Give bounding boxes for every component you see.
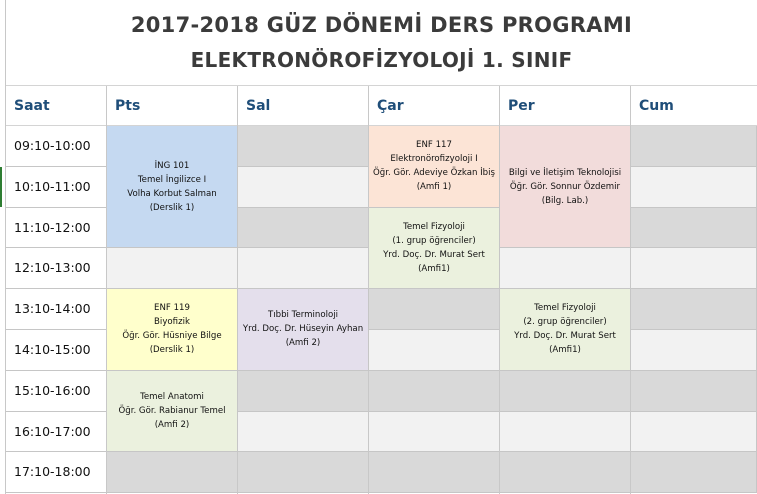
time-cell[interactable]: 16:10-17:00 <box>6 412 107 453</box>
class-block-title: ENF 117 <box>416 140 452 151</box>
time-cell[interactable]: 10:10-11:00 <box>6 167 107 208</box>
class-block-line: (Amfi 2) <box>285 338 321 349</box>
schedule-cell[interactable] <box>238 412 369 453</box>
schedule-cell[interactable] <box>631 330 757 371</box>
schedule-cell[interactable] <box>500 452 631 493</box>
class-block-title: Tıbbi Terminoloji <box>267 310 338 321</box>
class-block-line: Elektronörofizyoloji I <box>390 154 478 165</box>
schedule-cell[interactable] <box>631 208 757 249</box>
schedule-cell[interactable] <box>631 126 757 167</box>
header-day-4: Per <box>500 86 631 126</box>
schedule-cell[interactable] <box>107 452 238 493</box>
time-cell[interactable]: 11:10-12:00 <box>6 208 107 249</box>
schedule-cell[interactable] <box>500 248 631 289</box>
class-block-line: Volha Korbut Salman <box>127 188 217 199</box>
class-block[interactable] <box>107 126 238 248</box>
schedule-cell[interactable] <box>369 452 500 493</box>
class-block-title: Bilgi ve İletişim Teknolojisi <box>508 167 622 178</box>
header-day-1: Pts <box>107 86 238 126</box>
class-block[interactable] <box>107 371 238 453</box>
schedule-cell[interactable] <box>631 412 757 453</box>
class-block-title: Temel Anatomi <box>140 392 204 403</box>
schedule-cell[interactable] <box>369 289 500 330</box>
schedule-cell[interactable] <box>238 126 369 167</box>
class-block-line: (Bilg. Lab.) <box>541 195 589 206</box>
schedule-cell[interactable] <box>631 248 757 289</box>
class-block-line: (Amfi1) <box>418 263 450 274</box>
class-block[interactable] <box>369 208 500 290</box>
schedule-cell[interactable] <box>500 371 631 412</box>
class-block-line: Yrd. Doç. Dr. Hüseyin Ayhan <box>242 324 364 335</box>
time-cell[interactable]: 13:10-14:00 <box>6 289 107 330</box>
class-block-line: (Derslik 1) <box>149 202 195 213</box>
schedule-cell[interactable] <box>238 248 369 289</box>
class-block-line: Yrd. Doç. Dr. Murat Sert <box>383 249 485 260</box>
time-cell[interactable]: 17:10-18:00 <box>6 452 107 493</box>
class-block-title: İNG 101 <box>154 160 190 171</box>
class-block[interactable] <box>500 289 631 371</box>
class-block-line: Öğr. Gör. Rabianur Temel <box>118 406 226 417</box>
header-day-5: Cum <box>631 86 757 126</box>
schedule-cell[interactable] <box>369 412 500 453</box>
schedule-cell[interactable] <box>631 371 757 412</box>
header-day-3: Çar <box>369 86 500 126</box>
class-block-line: (Amfi 2) <box>154 420 190 431</box>
class-block-line: Biyofizik <box>154 317 190 328</box>
schedule-cell[interactable] <box>369 330 500 371</box>
class-block-title: ENF 119 <box>154 303 190 314</box>
time-cell[interactable]: 09:10-10:00 <box>6 126 107 167</box>
class-block-line: (Amfi1) <box>549 345 581 356</box>
class-block[interactable] <box>500 126 631 248</box>
class-block-line: Yrd. Doç. Dr. Murat Sert <box>514 331 616 342</box>
schedule-cell[interactable] <box>631 167 757 208</box>
class-block-line: Öğr. Gör. Adeviye Özkan İbiş <box>373 168 495 179</box>
schedule-cell[interactable] <box>238 208 369 249</box>
class-block[interactable] <box>107 289 238 371</box>
class-block-line: (1. grup öğrenciler) <box>392 235 476 246</box>
page-subtitle: ELEKTRONÖROFİZYOLOJİ 1. SINIF <box>190 48 573 72</box>
class-block-line: Öğr. Gör. Hüsniye Bilge <box>122 331 222 342</box>
schedule-cell[interactable] <box>107 248 238 289</box>
time-cell[interactable]: 14:10-15:00 <box>6 330 107 371</box>
class-block-line: (2. grup öğrenciler) <box>523 317 607 328</box>
time-cell[interactable]: 12:10-13:00 <box>6 248 107 289</box>
schedule-cell[interactable] <box>238 452 369 493</box>
schedule-cell[interactable] <box>631 452 757 493</box>
class-block-line: Öğr. Gör. Sonnur Özdemir <box>509 181 621 192</box>
selected-row-marker <box>0 167 2 207</box>
schedule-cell[interactable] <box>631 289 757 330</box>
class-block-title: Temel Fizyoloji <box>534 303 596 314</box>
header-time: Saat <box>6 86 107 126</box>
class-block[interactable] <box>369 126 500 208</box>
class-block-line: Temel İngilizce I <box>137 174 207 185</box>
class-block-line: (Amfi 1) <box>416 182 452 193</box>
page-title: 2017-2018 GÜZ DÖNEMİ DERS PROGRAMI <box>130 13 633 37</box>
class-block[interactable] <box>238 289 369 371</box>
schedule-cell[interactable] <box>238 371 369 412</box>
schedule-cell[interactable] <box>238 167 369 208</box>
header-day-2: Sal <box>238 86 369 126</box>
class-block-title: Temel Fizyoloji <box>403 221 465 232</box>
schedule-cell[interactable] <box>500 412 631 453</box>
schedule-cell[interactable] <box>369 371 500 412</box>
time-cell[interactable]: 15:10-16:00 <box>6 371 107 412</box>
class-block-line: (Derslik 1) <box>149 345 195 356</box>
